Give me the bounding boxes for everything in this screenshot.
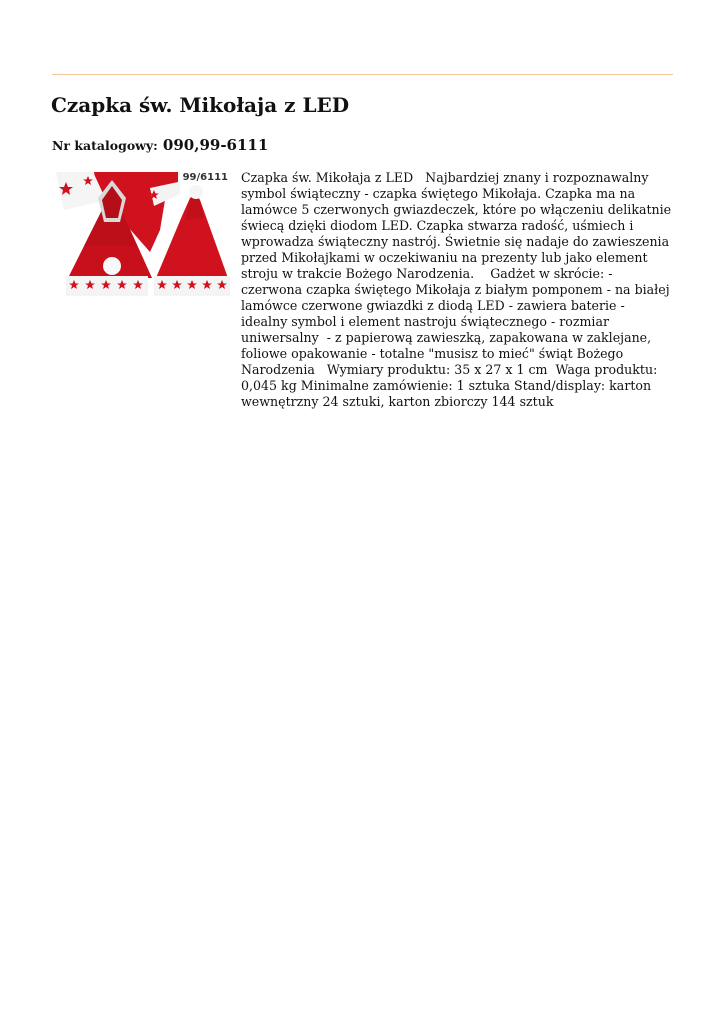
product-description: Czapka św. Mikołaja z LED Najbardziej znany i rozpoznawalny symbol świąteczny - czapka świętego Mikołaja. Czapka ma na lamówce 5 czerwonych gwiazdeczek, które po włączeniu delikatnie świecą dzięki diodom LED. Czapka stwarza radość, uśmiech i wprowadza świąteczny nastrój. Świetnie się nadaje do zawieszenia przed Mikołajkami w oczekiwaniu na prezenty lub jako element stroju w trakcie Bożego Narodzenia. Gadżet w skrócie: - czerwona czapka świętego Mikołaja z białym pomponem - na białej lamówce czerwone gwiazdki z diodą LED - zawiera baterie - idealny symbol i element nastroju świątecznego - rozmiar uniwersalny - z papierową zawieszką, zapakowana w zaklejane, foliowe opakowanie - totalne "musisz to mieć" świąt Bożego Narodzenia Wymiary produktu: 35 x 27 x 1 cm Waga produktu: 0,045 kg Minimalne zamówienie: 1 sztuka Stand/display: karton wewnętrzny 24 sztuki, karton zbiorczy 144 sztuk [241,170,676,409]
product-image [54,170,230,302]
header-divider [52,74,673,75]
catalog-number-value: 090,99-6111 [162,136,269,154]
page-title: Czapka św. Mikołaja z LED [51,93,350,117]
image-product-code: 99/6111 [182,172,228,183]
front-hat-right [154,185,230,296]
catalog-number-label: Nr katalogowy: [52,138,158,153]
catalog-number-row [52,135,268,154]
santa-hats-illustration [54,170,230,302]
